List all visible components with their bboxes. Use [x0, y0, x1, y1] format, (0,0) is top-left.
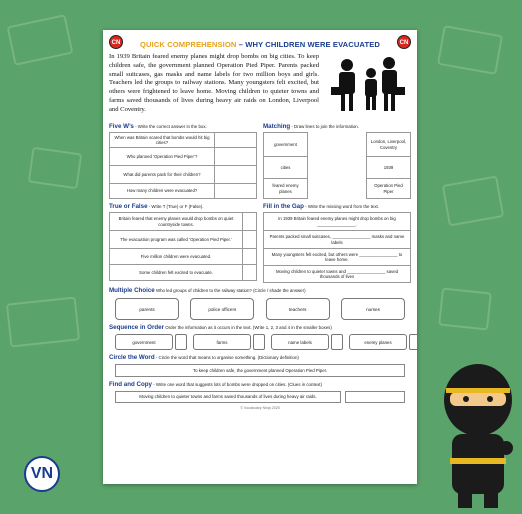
gap-sentence-1[interactable]: In 1939 Britain feared enemy planes might drop bombs on big ________________. [264, 213, 411, 231]
matching-table [263, 132, 411, 199]
true-false-answer-4[interactable] [243, 265, 257, 281]
multiple-choice-section: Multiple Choice Who led groups of children to the railway station? (Circle / shade the answer) parents police officers teachers nurses [109, 287, 411, 320]
sequence-item-government: government [115, 334, 173, 350]
gap-sentence-2[interactable]: Parents packed small suitcases, ________________ masks and name labels [264, 231, 411, 249]
five-ws-answer-1[interactable] [215, 133, 257, 148]
worksheet-header [109, 34, 411, 50]
sequence-number-box-3[interactable] [331, 334, 343, 350]
fill-gap-section: Fill in the Gap - Write the missing word from the text. In 1939 Britain feared enemy planes might drop bombs on big ________________. Parents packed small suitcases, ________________ masks and name labels Many youngsters felt excited, but others were ________________ to leave home. Moving children to quieter towns and ________________ saved thousands of lives [263, 199, 411, 283]
true-false-statement-2: The evacuation program was called ‘Operation Pied Piper.’ [110, 231, 243, 249]
true-false-answer-1[interactable] [243, 213, 257, 231]
sequence-item-enemy-planes: enemy planes [349, 334, 407, 350]
five-ws-table [109, 132, 257, 199]
matching-left-3[interactable]: feared enemy planes [264, 179, 308, 199]
intro-section [109, 53, 411, 119]
true-false-statement-4: Some children felt excited to evacuate. [110, 265, 243, 281]
mc-option-nurses[interactable]: nurses [341, 298, 405, 320]
true-false-answer-3[interactable] [243, 249, 257, 265]
worksheet [103, 30, 417, 484]
matching-right-3[interactable]: Operation Pied Piper [367, 179, 411, 199]
find-copy-sentence: Moving children to quieter towns and farms saved thousands of lives during heavy air raids. [115, 391, 341, 403]
copyright-footer: © Vocabulary Ninja 2025 [240, 405, 280, 410]
sequence-item-name-labels: name labels [271, 334, 329, 350]
five-ws-answer-3[interactable] [215, 166, 257, 184]
true-false-answer-2[interactable] [243, 231, 257, 249]
mc-option-police-officers[interactable]: police officers [190, 298, 254, 320]
true-false-table [109, 212, 257, 281]
five-ws-question-3: What did parents pack for their children? [110, 166, 215, 184]
mc-option-parents[interactable]: parents [115, 298, 179, 320]
ninja-mascot-illustration [428, 358, 518, 508]
sequence-number-box-4[interactable] [409, 334, 417, 350]
sequence-number-box-1[interactable] [175, 334, 187, 350]
matching-section: Matching - Draw lines to join the information. government London, Liverpool, Coventry cities 1939 feared enemy planes Operation Pied Piper [263, 119, 411, 199]
five-ws-section: Five W’s - Write the correct answer in the box. When was Britain scared that bombs would hit big cities? Who planned ‘Operation Pied Piper’? What did parents pack for their children? How many children were evacuated? [109, 119, 257, 199]
mc-option-teachers[interactable]: teachers [266, 298, 330, 320]
find-copy-answer-box[interactable] [345, 391, 405, 403]
matching-right-2[interactable]: 1939 [367, 157, 411, 179]
gap-sentence-4[interactable]: Moving children to quieter towns and ________________ saved thousands of lives [264, 266, 411, 283]
find-copy-section: Find and Copy - Write one word that suggests lots of bombs were dropped on cities. (Clues in context) Moving children to quieter towns and farms saved thousands of lives during heavy air raids. [109, 381, 411, 403]
five-ws-question-2: Who planned ‘Operation Pied Piper’? [110, 148, 215, 166]
intro-text: In 1939 Britain feared enemy planes might drop bombs on big cities. To keep children safe, the government planned Operation Pied Piper. Parents packed small suitcases, gas masks and name labels for two million boys and girls. Teachers led the groups to railway stations. Many youngsters felt excited, but others were frightened to leave home. Moving children to quieter towns and farms saved thousands of lives during heavy air raids on London, Liverpool and Coventry. [109, 53, 319, 113]
vocabulary-ninja-logo: VN [24, 456, 60, 492]
badge-right: CN [397, 35, 411, 49]
circle-word-sentence[interactable]: To keep children safe, the government planned Operation Pied Piper. [115, 364, 405, 377]
five-ws-answer-2[interactable] [215, 148, 257, 166]
true-false-statement-1: Britain feared that enemy planes would drop bombs on quiet countryside towns. [110, 213, 243, 231]
five-ws-question-1: When was Britain scared that bombs would hit big cities? [110, 133, 215, 148]
badge-left: CN [109, 35, 123, 49]
sequence-section: Sequence in Order Order the information as it occurs in the text. (Write 1, 2, 3 and 4 in the smaller boxes) government farms name labels enemy planes [109, 324, 411, 350]
matching-left-2[interactable]: cities [264, 157, 308, 179]
five-ws-question-4: How many children were evacuated? [110, 184, 215, 199]
true-false-section: True or False - Write T (True) or F (False). Britain feared that enemy planes would drop bombs on quiet countryside towns. The evacuation program was called ‘Operation Pied Piper.’ Five million children were evacuated. Some children felt excited to evacuate. [109, 199, 257, 283]
fill-gap-table [263, 212, 411, 283]
matching-right-1[interactable]: London, Liverpool, Coventry [367, 133, 411, 157]
sequence-item-farms: farms [193, 334, 251, 350]
evacuee-children-illustration [327, 53, 407, 119]
sequence-number-box-2[interactable] [253, 334, 265, 350]
circle-word-section: Circle the Word - Circle the word that means to organise something. (Dictionary definition) To keep children safe, the government planned Operation Pied Piper. [109, 354, 411, 377]
gap-sentence-3[interactable]: Many youngsters felt excited, but others were ________________ to leave home. [264, 249, 411, 266]
worksheet-title: QUICK COMPREHENSION – WHY CHILDREN WERE EVACUATED [140, 40, 380, 49]
matching-left-1[interactable]: government [264, 133, 308, 157]
five-ws-answer-4[interactable] [215, 184, 257, 199]
true-false-statement-3: Five million children were evacuated. [110, 249, 243, 265]
